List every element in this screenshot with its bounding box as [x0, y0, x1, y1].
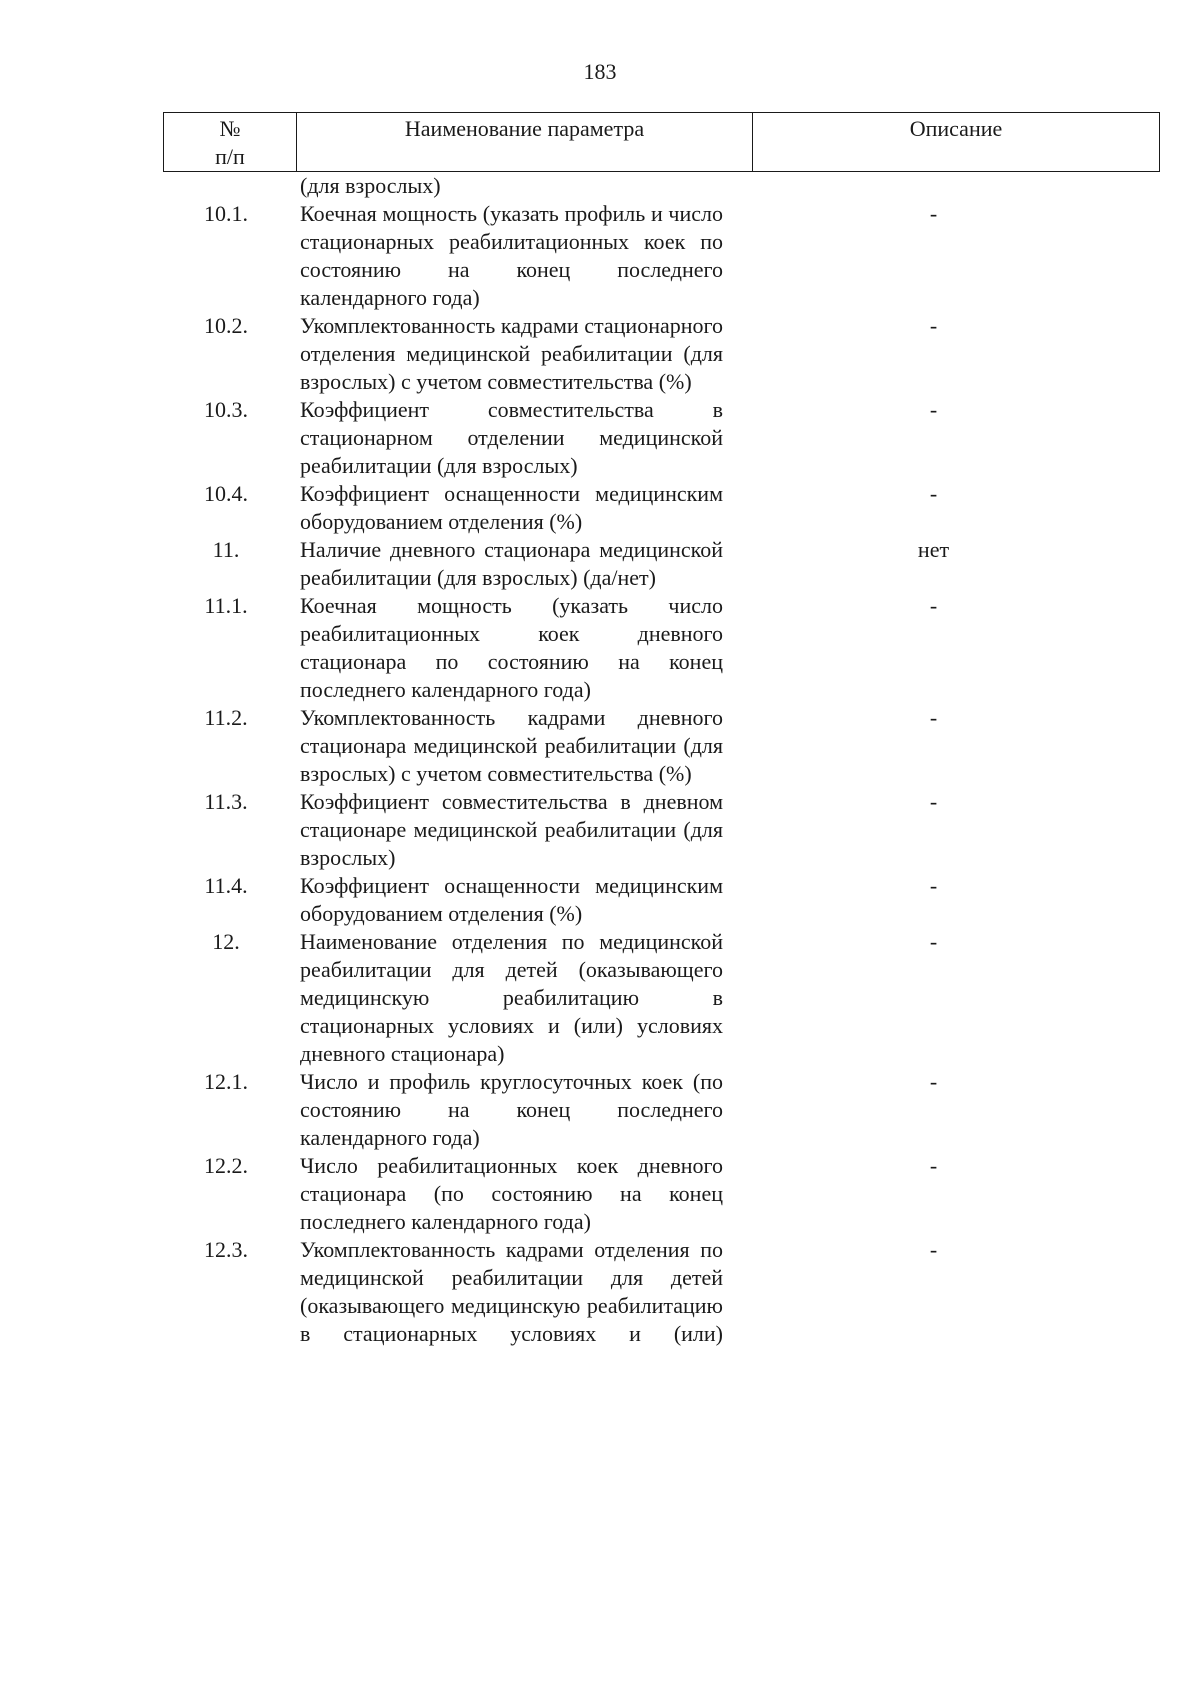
row-parameter-name: Число реабилитационных коек дневного стационара (по состоянию на конец последнего календарного года)	[300, 1153, 723, 1234]
header-name-label: Наименование параметра	[404, 116, 645, 141]
table-row	[0, 928, 1200, 1068]
header-desc-cell	[753, 113, 1160, 172]
row-parameter-name: Коэффициент совместительства в стационарном отделении медицинской реабилитации (для взрослых)	[300, 397, 723, 478]
row-description: -	[929, 1153, 938, 1178]
row-description: -	[929, 705, 938, 730]
row-number: 12.	[212, 929, 240, 954]
row-number: 12.1.	[204, 1069, 248, 1094]
page-number: 183	[583, 59, 617, 84]
row-number: 11.3.	[204, 789, 248, 814]
row-parameter-name: Коэффициент оснащенности медицинским оборудованием отделения (%)	[300, 481, 723, 534]
table-row	[0, 1236, 1200, 1348]
row-parameter-name: Коечная мощность (указать профиль и число стационарных реабилитационных коек по состоянию на конец последнего календарного года)	[300, 201, 723, 310]
row-description: -	[929, 593, 938, 618]
row-parameter-name: Укомплектованность кадрами дневного стационара медицинской реабилитации (для взрослых) с учетом совместительства (%)	[300, 705, 723, 786]
row-parameter-name: Число и профиль круглосуточных коек (по состоянию на конец последнего календарного года)	[300, 1069, 723, 1150]
row-parameter-name: Коэффициент оснащенности медицинским оборудованием отделения (%)	[300, 873, 723, 926]
table-row	[0, 200, 1200, 312]
table-header	[163, 112, 1160, 172]
row-number: 11.4.	[204, 873, 248, 898]
table-row	[0, 536, 1200, 592]
row-parameter-name: Укомплектованность кадрами стационарного отделения медицинской реабилитации (для взрослых) с учетом совместительства (%)	[300, 313, 723, 394]
row-number: 11.2.	[204, 705, 248, 730]
row-description: -	[929, 397, 938, 422]
table-row	[0, 1068, 1200, 1152]
header-name-cell	[297, 113, 753, 172]
row-description: -	[929, 789, 938, 814]
row-number: 12.2.	[204, 1153, 248, 1178]
table-row	[0, 1152, 1200, 1236]
table-row	[0, 396, 1200, 480]
row-parameter-name: Наименование отделения по медицинской реабилитации для детей (оказывающего медицинскую реабилитацию в стационарных условиях и (или) условиях дневного стационара)	[300, 929, 723, 1066]
header-number-cell	[164, 113, 297, 172]
table-row	[0, 312, 1200, 396]
row-parameter-name: Укомплектованность кадрами отделения по медицинской реабилитации для детей (оказывающего медицинскую реабилитацию в стационарных условиях и (или)	[300, 1237, 723, 1346]
row-description: -	[929, 1069, 938, 1094]
row-description: -	[929, 201, 938, 226]
row-parameter-name: Наличие дневного стационара медицинской реабилитации (для взрослых) (да/нет)	[300, 537, 723, 590]
table-row	[0, 480, 1200, 536]
row-description: -	[929, 481, 938, 506]
table-row	[0, 704, 1200, 788]
table-row	[0, 872, 1200, 928]
header-desc-label: Описание	[909, 116, 1003, 141]
row-number: 10.3.	[204, 397, 248, 422]
table-row	[0, 592, 1200, 704]
table-row	[0, 172, 1200, 200]
row-number: 10.1.	[204, 201, 248, 226]
row-parameter-name: (для взрослых)	[300, 173, 441, 198]
table-row	[0, 788, 1200, 872]
table-body	[0, 172, 1200, 1348]
row-description: нет	[917, 537, 950, 562]
row-description: -	[929, 929, 938, 954]
row-parameter-name: Коэффициент совместительства в дневном стационаре медицинской реабилитации (для взрослых)	[300, 789, 723, 870]
row-number: 11.1.	[204, 593, 248, 618]
row-number: 11.	[212, 537, 240, 562]
row-description: -	[929, 873, 938, 898]
header-number-label: № п/п	[215, 116, 245, 169]
row-number: 12.3.	[204, 1237, 248, 1262]
row-number: 10.4.	[204, 481, 248, 506]
row-number: 10.2.	[204, 313, 248, 338]
row-description: -	[929, 1237, 938, 1262]
row-parameter-name: Коечная мощность (указать число реабилитационных коек дневного стационара по состоянию на конец последнего календарного года)	[300, 593, 723, 702]
row-description: -	[929, 313, 938, 338]
